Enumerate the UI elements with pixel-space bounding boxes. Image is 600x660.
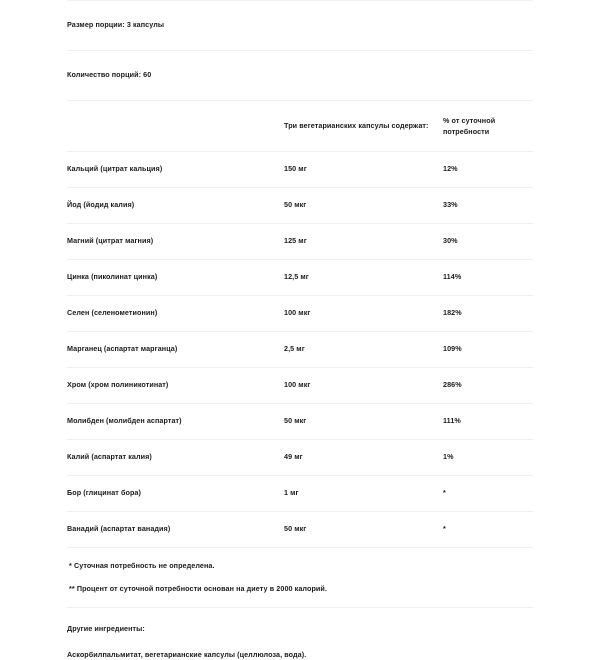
cell-amount: 150 мг — [284, 152, 443, 188]
other-ingredients-body: Аскорбилпальмитат, вегетарианские капсулы (целлюлоза, вода). — [67, 649, 307, 659]
supplement-facts-table — [67, 101, 533, 548]
footnotes — [67, 548, 533, 608]
cell-daily-value: 111% — [443, 404, 533, 440]
cell-amount: 1 мг — [284, 476, 443, 512]
cell-nutrient: Цинка (пиколинат цинка) — [67, 260, 284, 296]
cell-amount: 125 мг — [284, 224, 443, 260]
cell-daily-value: 30% — [443, 224, 533, 260]
table-row — [67, 512, 533, 548]
cell-nutrient: Хром (хром полиникотинат) — [67, 368, 284, 404]
cell-nutrient: Молибден (молибден аспартат) — [67, 404, 284, 440]
table-row — [67, 368, 533, 404]
table-row — [67, 260, 533, 296]
column-header-amount: Три вегетарианских капсулы содержат: — [284, 101, 443, 152]
cell-amount: 49 мг — [284, 440, 443, 476]
table-row — [67, 332, 533, 368]
cell-daily-value: 12% — [443, 152, 533, 188]
table-row — [67, 476, 533, 512]
table-row — [67, 440, 533, 476]
other-ingredients-title: Другие ингредиенты: — [67, 624, 145, 634]
footnote-double-star: ** Процент от суточной потребности основан на диету в 2000 калорий. — [69, 583, 327, 593]
cell-amount: 12,5 мг — [284, 260, 443, 296]
cell-daily-value: 109% — [443, 332, 533, 368]
cell-amount: 100 мкг — [284, 368, 443, 404]
table-body — [67, 152, 533, 548]
cell-amount: 50 мкг — [284, 404, 443, 440]
cell-nutrient: Йод (йодид калия) — [67, 188, 284, 224]
cell-nutrient: Селен (селенометионин) — [67, 296, 284, 332]
other-ingredients-section — [67, 608, 533, 659]
cell-nutrient: Калий (аспартат калия) — [67, 440, 284, 476]
cell-daily-value: 286% — [443, 368, 533, 404]
footnote-single-star: * Суточная потребность не определена. — [69, 561, 215, 570]
cell-daily-value: 114% — [443, 260, 533, 296]
column-header-nutrient — [67, 101, 284, 152]
serving-size-row — [67, 1, 533, 50]
table-header-row — [67, 101, 533, 152]
table-row — [67, 404, 533, 440]
cell-daily-value: * — [443, 476, 533, 512]
cell-amount: 2,5 мг — [284, 332, 443, 368]
cell-daily-value: 182% — [443, 296, 533, 332]
cell-daily-value: 33% — [443, 188, 533, 224]
cell-nutrient: Бор (глицинат бора) — [67, 476, 284, 512]
cell-amount: 50 мкг — [284, 512, 443, 548]
column-header-daily-value: % от суточной потребности — [443, 101, 533, 152]
cell-amount: 100 мкг — [284, 296, 443, 332]
servings-per-container-label: Количество порций: 60 — [67, 70, 152, 80]
servings-per-container-row — [67, 51, 533, 100]
cell-nutrient: Магний (цитрат магния) — [67, 224, 284, 260]
cell-amount: 50 мкг — [284, 188, 443, 224]
table-row — [67, 224, 533, 260]
cell-daily-value: 1% — [443, 440, 533, 476]
serving-size-label: Размер порции: 3 капсулы — [67, 20, 165, 30]
table-row — [67, 296, 533, 332]
table-row — [67, 152, 533, 188]
table-row — [67, 188, 533, 224]
cell-nutrient: Марганец (аспартат марганца) — [67, 332, 284, 368]
cell-nutrient: Кальций (цитрат кальция) — [67, 152, 284, 188]
cell-nutrient: Ванадий (аспартат ванадия) — [67, 512, 284, 548]
cell-daily-value: * — [443, 512, 533, 548]
